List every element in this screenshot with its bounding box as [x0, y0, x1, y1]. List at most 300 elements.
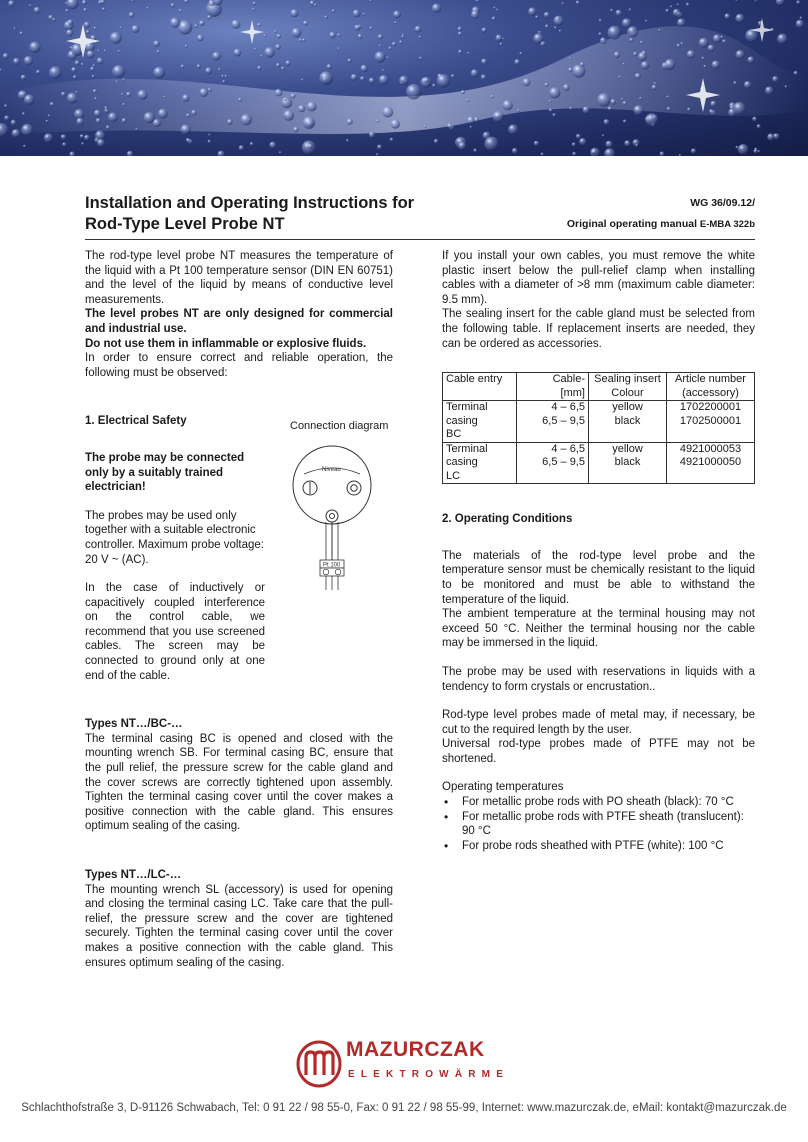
water-droplet — [197, 35, 204, 42]
water-droplet — [767, 133, 774, 140]
water-droplet — [81, 63, 84, 66]
sealing-insert-table — [442, 372, 755, 484]
water-droplet — [554, 26, 557, 29]
water-droplet — [153, 41, 159, 47]
water-droplet — [48, 114, 51, 117]
water-droplet — [84, 22, 90, 28]
water-droplet — [122, 78, 125, 81]
intro-warning-commercial: The level probes NT are only designed for commercial and industrial use. — [85, 308, 393, 335]
water-droplet — [724, 13, 730, 19]
water-droplet — [549, 87, 560, 98]
table-cell: yellow black — [589, 401, 667, 443]
water-droplet — [34, 7, 41, 14]
table-row — [443, 401, 755, 443]
water-droplet — [641, 61, 649, 69]
water-droplet — [796, 20, 804, 28]
list-item: • For metallic probe rods with PTFE sheath (translucent): 90 °C — [442, 810, 755, 839]
table-row — [443, 442, 755, 484]
water-droplet — [432, 84, 436, 88]
water-droplet — [49, 66, 62, 79]
operating-conditions-paragraph-5: Universal rod-type probes made of PTFE may not be shortened. — [442, 738, 755, 765]
water-droplet — [71, 67, 76, 72]
water-droplet — [218, 68, 221, 71]
water-droplet — [752, 117, 757, 122]
water-droplet — [36, 70, 40, 74]
water-droplet — [327, 64, 332, 69]
water-droplet — [796, 0, 800, 4]
water-droplet — [94, 27, 97, 30]
cable-install-paragraph: If you install your own cables, you must remove the white plastic insert below the pull-relief clamp when installing cables with a diameter of >8 mm (maximum cable diameter: 9.5 mm). — [442, 250, 755, 306]
water-droplet — [391, 119, 400, 128]
water-droplet — [471, 11, 479, 19]
water-droplet — [351, 74, 358, 81]
water-droplet — [239, 145, 245, 151]
water-droplet — [679, 154, 681, 156]
water-droplet — [633, 105, 643, 115]
water-droplet — [471, 69, 479, 77]
water-droplet — [260, 55, 263, 58]
water-droplet — [181, 124, 191, 134]
water-droplet — [758, 150, 761, 153]
water-droplet — [638, 52, 647, 61]
water-droplet — [83, 8, 87, 12]
water-droplet — [608, 107, 612, 111]
water-droplet — [301, 79, 303, 81]
operating-temperatures-list — [442, 795, 755, 853]
water-droplet — [94, 110, 101, 117]
water-droplet — [618, 76, 621, 79]
water-droplet — [68, 19, 74, 25]
water-droplet — [129, 12, 135, 18]
water-droplet — [600, 37, 607, 44]
water-droplet — [80, 134, 84, 138]
water-droplet — [66, 29, 73, 36]
water-droplet — [777, 34, 788, 45]
water-droplet — [158, 109, 168, 119]
water-droplet — [92, 75, 95, 78]
water-droplet — [264, 47, 275, 58]
water-droplet — [84, 135, 90, 141]
water-droplet — [61, 134, 67, 140]
water-droplet — [424, 78, 429, 83]
water-droplet — [238, 98, 242, 102]
water-droplet — [122, 118, 127, 123]
water-droplet — [163, 96, 165, 98]
water-droplet — [118, 50, 121, 53]
water-droplet — [67, 93, 78, 104]
water-droplet — [599, 32, 602, 35]
water-droplet — [712, 61, 721, 70]
water-droplet — [629, 38, 633, 42]
operating-conditions-paragraph-1: The materials of the rod-type level probe and the temperature sensor must be chemically resistant to the liquid to be monitored and must be able to withstand the temperature of the liquid. — [442, 549, 755, 606]
water-droplet — [569, 57, 571, 59]
types-lc-paragraph: The mounting wrench SL (accessory) is used for opening and closing the terminal casing LC. Take care that the pull-relief, the pressure screw and the cover are tightened securely. Tighten the terminal casing cover until the cover makes a positive connection with the cable gland. This ensures optimum sealing of the casing. — [85, 883, 393, 969]
water-droplet — [97, 58, 104, 65]
water-droplet — [713, 34, 722, 43]
water-droplet — [93, 64, 96, 67]
intro-closing: In order to ensure correct and reliable operation, the following must be observed: — [85, 352, 393, 379]
water-droplet — [512, 148, 518, 154]
water-droplet — [544, 12, 550, 18]
water-droplet — [470, 126, 472, 128]
water-droplet — [257, 66, 261, 70]
water-droplet — [0, 68, 2, 72]
water-droplet — [535, 15, 538, 18]
water-droplet — [14, 27, 16, 29]
water-droplet — [534, 141, 539, 146]
types-lc-heading: Types NT…/LC-… — [85, 869, 182, 881]
water-droplet — [4, 115, 9, 120]
water-droplet — [399, 40, 403, 44]
water-droplet — [197, 64, 201, 68]
water-droplet — [419, 57, 422, 60]
water-droplet — [185, 45, 188, 48]
document-number: WG 36/09.12/ — [690, 197, 755, 209]
water-droplet — [254, 48, 256, 50]
sealing-insert-paragraph: The sealing insert for the cable gland must be selected from the following table. If replacement inserts are needed, they can be ordered as accessories. — [442, 308, 755, 350]
water-droplet — [379, 75, 389, 85]
water-droplet — [447, 123, 452, 128]
water-droplet — [608, 26, 622, 40]
water-droplet — [437, 74, 450, 87]
water-droplet — [493, 111, 504, 122]
water-droplet — [69, 152, 75, 157]
water-droplet — [467, 52, 470, 55]
water-droplet — [338, 47, 340, 49]
brand-name: MAZURCZAK — [346, 1038, 485, 1061]
water-droplet — [135, 128, 137, 130]
water-droplet — [110, 32, 122, 44]
water-droplet — [627, 26, 638, 37]
header-banner-image — [0, 0, 808, 156]
right-column — [442, 249, 755, 853]
water-droplet — [533, 33, 543, 43]
water-droplet — [382, 69, 384, 71]
water-droplet — [298, 105, 305, 112]
water-droplet — [369, 78, 375, 84]
water-droplet — [765, 87, 773, 95]
table-header-cell: Article number (accessory) — [667, 373, 755, 401]
water-droplet — [710, 101, 716, 107]
water-droplet — [481, 59, 487, 65]
water-droplet — [127, 151, 134, 156]
connection-diagram-drawing — [290, 440, 400, 600]
water-droplet — [514, 59, 520, 65]
table-header-cell: Sealing insert Colour — [589, 373, 667, 401]
water-droplet — [794, 71, 798, 75]
water-droplet — [691, 148, 696, 153]
water-droplet — [283, 110, 294, 121]
table-cell: Terminal casing BC — [443, 401, 517, 443]
water-droplet — [250, 142, 254, 146]
water-droplet — [699, 38, 709, 48]
connection-diagram — [290, 419, 400, 604]
water-droplet — [744, 81, 752, 89]
water-droplet — [184, 0, 188, 3]
water-droplet — [670, 5, 673, 8]
table-cell: yellow black — [589, 442, 667, 484]
water-droplet — [179, 9, 182, 12]
water-droplet — [97, 139, 105, 147]
water-droplet — [623, 120, 627, 124]
water-droplet — [65, 9, 68, 12]
water-droplet — [137, 90, 147, 100]
water-droplet — [484, 137, 498, 151]
water-droplet — [212, 52, 221, 61]
header-divider — [85, 239, 755, 240]
water-droplet — [722, 39, 726, 43]
water-droplet — [733, 102, 746, 115]
water-droplet — [736, 50, 745, 59]
table-header-cell: Cable- [mm] — [517, 373, 589, 401]
types-bc-paragraph: The terminal casing BC is opened and closed with the mounting wrench SB. For terminal casing BC, ensure that the pull relief, the pressure screw for the cable gland and the cover screws are correctly tightened upon assembly. Tighten the terminal casing cover until the cover makes a positive connection with the cable gland. This ensures optimum sealing of the casing. — [85, 732, 393, 833]
water-droplet — [569, 107, 572, 110]
water-droplet — [549, 109, 553, 113]
water-droplet — [292, 28, 302, 38]
water-droplet — [29, 42, 40, 53]
water-droplet — [324, 15, 327, 18]
types-bc-heading: Types NT…/BC-… — [85, 718, 183, 731]
water-droplet — [622, 18, 632, 28]
water-droplet — [736, 146, 739, 149]
intro-paragraph: The rod-type level probe NT measures the temperature of the liquid with a Pt 100 temperature sensor (DIN EN 60751) and the level of the liquid by means of conductive level measurements. — [85, 250, 393, 306]
water-droplet — [346, 139, 349, 142]
water-droplet — [639, 97, 642, 100]
water-droplet — [358, 34, 363, 39]
water-droplet — [800, 17, 803, 20]
water-droplet — [392, 42, 396, 46]
water-droplet — [667, 107, 671, 111]
water-droplet — [87, 50, 95, 58]
water-droplet — [461, 90, 465, 94]
water-droplet — [549, 100, 552, 103]
water-droplet — [517, 109, 520, 112]
water-droplet — [677, 44, 681, 48]
water-droplet — [186, 113, 190, 117]
water-droplet — [75, 60, 80, 65]
water-droplet — [257, 23, 261, 27]
water-droplet — [279, 151, 282, 154]
water-droplet — [545, 24, 549, 28]
water-droplet — [231, 20, 240, 29]
water-droplet — [90, 67, 94, 71]
electrical-safety-paragraph-2: In the case of inductively or capacitively coupled interference on the control cable, we recommend that you use screened cables. The screen may be connected to ground only at one end of the cable. — [85, 582, 265, 682]
water-droplet — [82, 0, 87, 5]
water-droplet — [635, 73, 641, 79]
water-droplet — [476, 0, 480, 3]
water-droplet — [658, 29, 661, 32]
footer-address: Schlachthofstraße 3, D-91126 Schwabach, Tel: 0 91 22 / 98 55-0, Fax: 0 91 22 / 98 55-99, Internet: www.mazurczak.de, eMail: kontakt@mazurczak.de — [21, 1102, 787, 1114]
water-droplet — [347, 119, 353, 125]
water-droplet — [623, 63, 626, 66]
water-droplet — [205, 67, 212, 74]
water-droplet — [369, 132, 375, 138]
manual-reference: Original operating manual E-MBA 322b — [566, 218, 755, 230]
water-droplet — [116, 80, 118, 82]
water-droplet — [319, 71, 333, 85]
water-droplet — [191, 110, 197, 116]
water-droplet — [241, 114, 252, 125]
water-droplet — [275, 44, 281, 50]
water-droplet — [602, 134, 604, 136]
water-droplet — [94, 97, 97, 100]
water-droplet — [74, 109, 84, 119]
water-droplet — [144, 112, 155, 123]
brand-subtitle: ELEKTROWÄRME — [348, 1069, 510, 1080]
water-droplet — [776, 0, 785, 6]
document-title-line1: Installation and Operating Instructions for — [85, 194, 415, 212]
water-droplet — [299, 38, 302, 41]
water-droplet — [277, 34, 281, 38]
left-column — [85, 249, 393, 970]
water-droplet — [544, 83, 548, 87]
water-droplet — [640, 41, 643, 44]
water-droplet — [458, 142, 466, 150]
water-droplet — [503, 100, 513, 110]
water-droplet — [310, 1, 315, 6]
water-droplet — [73, 75, 77, 79]
water-droplet — [75, 91, 78, 94]
water-droplet — [610, 99, 616, 105]
water-droplet — [666, 96, 669, 99]
water-droplet — [275, 89, 283, 97]
connection-diagram-label: Connection diagram — [290, 420, 389, 432]
water-droplet — [182, 94, 189, 101]
water-droplet — [222, 80, 225, 83]
water-droplet — [131, 0, 135, 2]
water-droplet — [591, 149, 596, 154]
water-droplet — [181, 65, 185, 69]
water-droplet — [458, 31, 462, 35]
water-droplet — [269, 142, 276, 149]
water-droplet — [337, 34, 340, 37]
water-droplet — [576, 1, 580, 5]
water-droplet — [572, 143, 576, 147]
water-droplet — [252, 8, 255, 11]
water-droplet — [376, 153, 379, 156]
operating-conditions-paragraph-3: The probe may be used with reservations in liquids with a tendency to form crystals or encrustation.. — [442, 665, 755, 693]
water-droplet — [332, 9, 335, 12]
water-droplet — [580, 62, 585, 67]
water-droplet — [106, 125, 110, 129]
water-droplet — [379, 44, 382, 47]
water-droplet — [703, 65, 706, 68]
water-droplet — [3, 53, 9, 59]
water-droplet — [170, 18, 180, 28]
water-droplet — [614, 52, 620, 58]
water-droplet — [389, 47, 392, 50]
water-droplet — [11, 120, 17, 126]
water-droplet — [208, 88, 212, 92]
water-droplet — [481, 74, 487, 80]
water-droplet — [666, 9, 670, 13]
water-droplet — [291, 93, 296, 98]
water-droplet — [21, 124, 33, 136]
water-droplet — [253, 2, 257, 6]
water-droplet — [146, 7, 149, 10]
electrical-safety-paragraph-1: The probes may be used only together with a suitable electronic controller. Maximum probe voltage: 20 V ~ (AC). — [85, 509, 264, 566]
water-droplet — [376, 119, 379, 122]
diagram-niveau-label: Niveau — [322, 466, 341, 473]
water-droplet — [747, 56, 754, 63]
water-droplet — [8, 0, 15, 7]
water-droplet — [399, 76, 409, 86]
water-droplet — [50, 102, 54, 106]
water-droplet — [500, 43, 503, 46]
water-droplet — [264, 34, 267, 37]
water-droplet — [225, 75, 228, 78]
water-droplet — [599, 19, 602, 22]
water-droplet — [733, 81, 737, 85]
water-droplet — [353, 10, 361, 18]
water-droplet — [673, 9, 681, 17]
water-droplet — [677, 18, 686, 27]
water-droplet — [624, 140, 630, 146]
water-droplet — [48, 15, 53, 20]
water-droplet — [66, 0, 78, 9]
list-item: • For metallic probe rods with PO sheath (black): 70 °C — [442, 795, 755, 810]
water-droplet — [46, 120, 49, 123]
water-droplet — [378, 34, 383, 39]
water-droplet — [153, 67, 165, 79]
manual-code: E-MBA 322b — [699, 219, 755, 230]
water-droplet — [635, 144, 638, 147]
water-droplet — [702, 57, 705, 60]
water-droplet — [12, 129, 21, 138]
water-droplet — [406, 84, 421, 99]
section-heading-operating-conditions: 2. Operating Conditions — [442, 513, 573, 526]
water-droplet — [119, 27, 122, 30]
water-droplet — [490, 95, 493, 98]
water-droplet — [660, 152, 665, 157]
water-droplet — [104, 106, 107, 109]
water-droplet — [375, 51, 386, 62]
water-droplet — [681, 42, 684, 45]
water-droplet — [46, 136, 49, 139]
table-header-cell: Cable entry — [443, 373, 517, 401]
water-droplet — [735, 0, 737, 1]
water-droplet — [207, 15, 211, 19]
water-droplet — [466, 99, 469, 102]
water-droplet — [13, 58, 20, 65]
water-droplet — [20, 31, 24, 35]
water-droplet — [474, 117, 479, 122]
water-droplet — [664, 59, 675, 70]
water-droplet — [597, 93, 611, 107]
water-droplet — [621, 98, 623, 100]
water-droplet — [677, 3, 679, 5]
water-droplet — [572, 152, 576, 156]
water-droplet — [157, 50, 160, 53]
water-droplet — [519, 52, 522, 55]
water-droplet — [616, 10, 623, 17]
water-droplet — [709, 109, 713, 113]
water-droplet — [308, 144, 313, 149]
water-droplet — [274, 30, 277, 33]
water-droplet — [307, 102, 317, 112]
water-droplet — [568, 67, 573, 72]
water-droplet — [451, 74, 455, 78]
table-cell: 1702200001 1702500001 — [667, 401, 755, 443]
water-droplet — [687, 108, 691, 112]
water-droplet — [112, 65, 125, 78]
water-droplet — [86, 30, 90, 34]
water-droplet — [227, 119, 233, 125]
water-droplet — [122, 103, 125, 106]
water-droplet — [24, 94, 35, 105]
water-droplet — [458, 27, 463, 32]
water-droplet — [171, 3, 175, 7]
